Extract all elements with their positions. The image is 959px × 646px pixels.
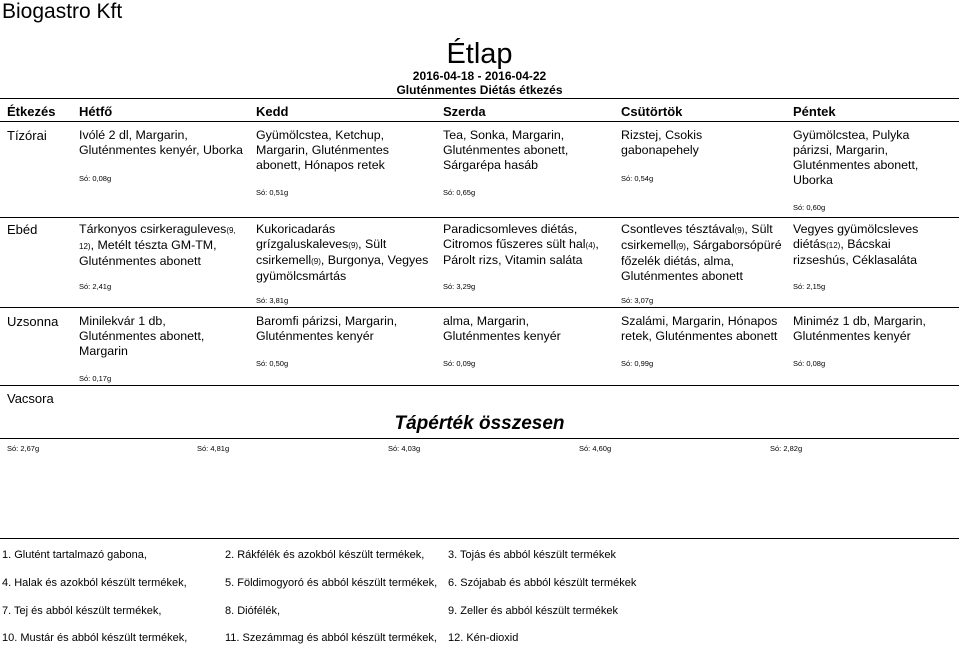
menu-cell: [621, 222, 782, 284]
menu-line: 12), Metélt tészta GM-TM,: [79, 238, 217, 252]
salt-value: Só: 0,50g: [256, 359, 289, 368]
menu-cell: [79, 222, 236, 269]
menu-line: abonett, Hónapos retek: [256, 158, 385, 172]
divider: [0, 307, 959, 308]
salt-value: Só: 0,99g: [621, 359, 654, 368]
date-range: 2016-04-18 - 2016-04-22: [412, 69, 547, 83]
salt-value: Só: 3,81g: [256, 296, 289, 305]
menu-line: Gyümölcstea, Pulyka: [793, 128, 910, 142]
allergen-item: 11. Szezámmag és abból készült termékek,: [225, 632, 437, 644]
menu-line: Gyümölcstea, Ketchup,: [256, 128, 385, 142]
allergen-item: 10. Mustár és abból készült termékek,: [2, 632, 188, 644]
divider: [0, 217, 959, 218]
meal-label: Tízórai: [7, 128, 47, 143]
menu-cell: [793, 314, 926, 344]
header-tuesday: Kedd: [256, 104, 289, 119]
allergen-item: 12. Kén-dioxid: [448, 632, 519, 644]
header-wednesday: Szerda: [443, 104, 486, 119]
menu-line: Párolt rizs, Vitamin saláta: [443, 253, 583, 267]
menu-line: alma, Margarin,: [443, 314, 530, 328]
allergen-item: 1. Glutént tartalmazó gabona,: [2, 549, 147, 561]
menu-line: Miniméz 1 db, Margarin,: [793, 314, 926, 328]
menu-cell: [256, 314, 397, 344]
salt-value: Só: 0,54g: [621, 174, 654, 183]
menu-line: grízgaluskaleves(9), Sült: [256, 237, 387, 251]
menu-line: Margarin, Gluténmentes: [256, 143, 389, 157]
menu-line: Tárkonyos csirkeraguleves(9,: [79, 222, 236, 236]
salt-value: Só: 0,65g: [443, 188, 476, 197]
total-salt-wednesday: Só: 4,03g: [388, 444, 421, 453]
menu-line: Kukoricadarás: [256, 222, 336, 236]
total-salt-tuesday: Só: 4,81g: [197, 444, 230, 453]
header-thursday: Csütörtök: [621, 104, 683, 119]
menu-line: Gluténmentes abonett: [621, 269, 743, 283]
salt-value: Só: 3,07g: [621, 296, 654, 305]
page-title: Étlap: [446, 38, 513, 70]
divider: [0, 385, 959, 386]
menu-cell: [621, 314, 777, 344]
salt-value: Só: 0,09g: [443, 359, 476, 368]
header-friday: Péntek: [793, 104, 836, 119]
menu-line: főzelék diétás, alma,: [621, 254, 734, 268]
salt-value: Só: 0,08g: [793, 359, 826, 368]
menu-line: csirkemell(9), Burgonya, Vegyes: [256, 253, 429, 267]
menu-line: Ivólé 2 dl, Margarin,: [79, 128, 188, 142]
menu-line: csirkemell(9), Sárgaborsópüré: [621, 238, 782, 252]
menu-line: Szalámi, Margarin, Hónapos: [621, 314, 778, 328]
total-salt-monday: Só: 2,67g: [7, 444, 40, 453]
header-monday: Hétfő: [79, 104, 113, 119]
meal-label: Vacsora: [7, 391, 54, 406]
menu-line: Gluténmentes kenyér: [256, 329, 374, 343]
menu-line: rizseshús, Céklasaláta: [793, 253, 917, 267]
meal-label: Uzsonna: [7, 314, 59, 329]
menu-line: Gluténmentes abonett: [79, 254, 201, 268]
salt-value: Só: 2,15g: [793, 282, 826, 291]
menu-line: gyümölcsmártás: [256, 269, 347, 283]
meal-label: Ebéd: [7, 222, 38, 237]
menu-line: Vegyes gyümölcsleves: [793, 222, 919, 236]
totals-title: Tápérték összesen: [394, 413, 565, 434]
diet-subtitle: Gluténmentes Diétás étkezés: [396, 83, 563, 97]
allergen-item: 6. Szójabab és abból készült termékek: [448, 577, 637, 589]
menu-cell: [443, 128, 568, 173]
menu-cell: [793, 128, 918, 188]
menu-line: gabonapehely: [621, 143, 699, 157]
menu-line: Minilekvár 1 db,: [79, 314, 166, 328]
menu-cell: [256, 128, 389, 173]
total-salt-friday: Só: 2,82g: [770, 444, 803, 453]
menu-line: Tea, Sonka, Margarin,: [443, 128, 565, 142]
menu-cell: [621, 128, 702, 158]
menu-line: Gluténmentes abonett,: [79, 329, 205, 343]
allergen-item: 4. Halak és azokból készült termékek,: [2, 577, 187, 589]
menu-cell: [443, 222, 599, 268]
salt-value: Só: 3,29g: [443, 282, 476, 291]
menu-line: diétás(12), Bácskai: [793, 237, 891, 251]
divider: [0, 538, 959, 539]
menu-line: párizsi, Margarin,: [793, 143, 889, 157]
menu-line: Csontleves tésztával(9), Sült: [621, 222, 773, 236]
allergen-item: 9. Zeller és abból készült termékek: [448, 605, 618, 617]
menu-cell: [443, 314, 561, 344]
allergen-item: 2. Rákfélék és azokból készült termékek,: [225, 549, 425, 561]
divider: [0, 121, 959, 122]
menu-line: Gluténmentes kenyér: [793, 329, 911, 343]
salt-value: Só: 0,51g: [256, 188, 289, 197]
menu-cell: [793, 222, 918, 268]
menu-line: Gluténmentes abonett,: [793, 158, 919, 172]
menu-line: Baromfi párizsi, Margarin,: [256, 314, 398, 328]
menu-line: Rizstej, Csokis: [621, 128, 703, 142]
menu-line: Gluténmentes abonett,: [443, 143, 569, 157]
menu-cell: [79, 128, 243, 158]
divider: [0, 438, 959, 439]
menu-cell: [79, 314, 204, 359]
menu-line: Citromos fűszeres sült hal(4),: [443, 237, 599, 251]
menu-line: Gluténmentes kenyér: [443, 329, 561, 343]
allergen-item: 8. Diófélék,: [225, 605, 281, 617]
menu-line: Sárgarépa hasáb: [443, 158, 539, 172]
menu-line: Margarin: [79, 344, 128, 358]
salt-value: Só: 2,41g: [79, 282, 112, 291]
menu-line: Gluténmentes kenyér, Uborka: [79, 143, 243, 157]
divider: [0, 98, 959, 99]
allergen-item: 3. Tojás és abból készült termékek: [448, 549, 616, 561]
total-salt-thursday: Só: 4,60g: [579, 444, 612, 453]
header-meal: Étkezés: [7, 104, 56, 119]
menu-line: Uborka: [793, 173, 833, 187]
salt-value: Só: 0,17g: [79, 374, 112, 383]
menu-cell: [256, 222, 428, 284]
company-name: Biogastro Kft: [2, 0, 123, 23]
allergen-item: 5. Földimogyoró és abból készült termékek,: [225, 577, 438, 589]
menu-line: retek, Gluténmentes abonett: [621, 329, 778, 343]
salt-value: Só: 0,08g: [79, 174, 112, 183]
allergen-item: 7. Tej és abból készült termékek,: [2, 605, 162, 617]
salt-value: Só: 0,60g: [793, 203, 826, 212]
menu-line: Paradicsomleves diétás,: [443, 222, 578, 236]
